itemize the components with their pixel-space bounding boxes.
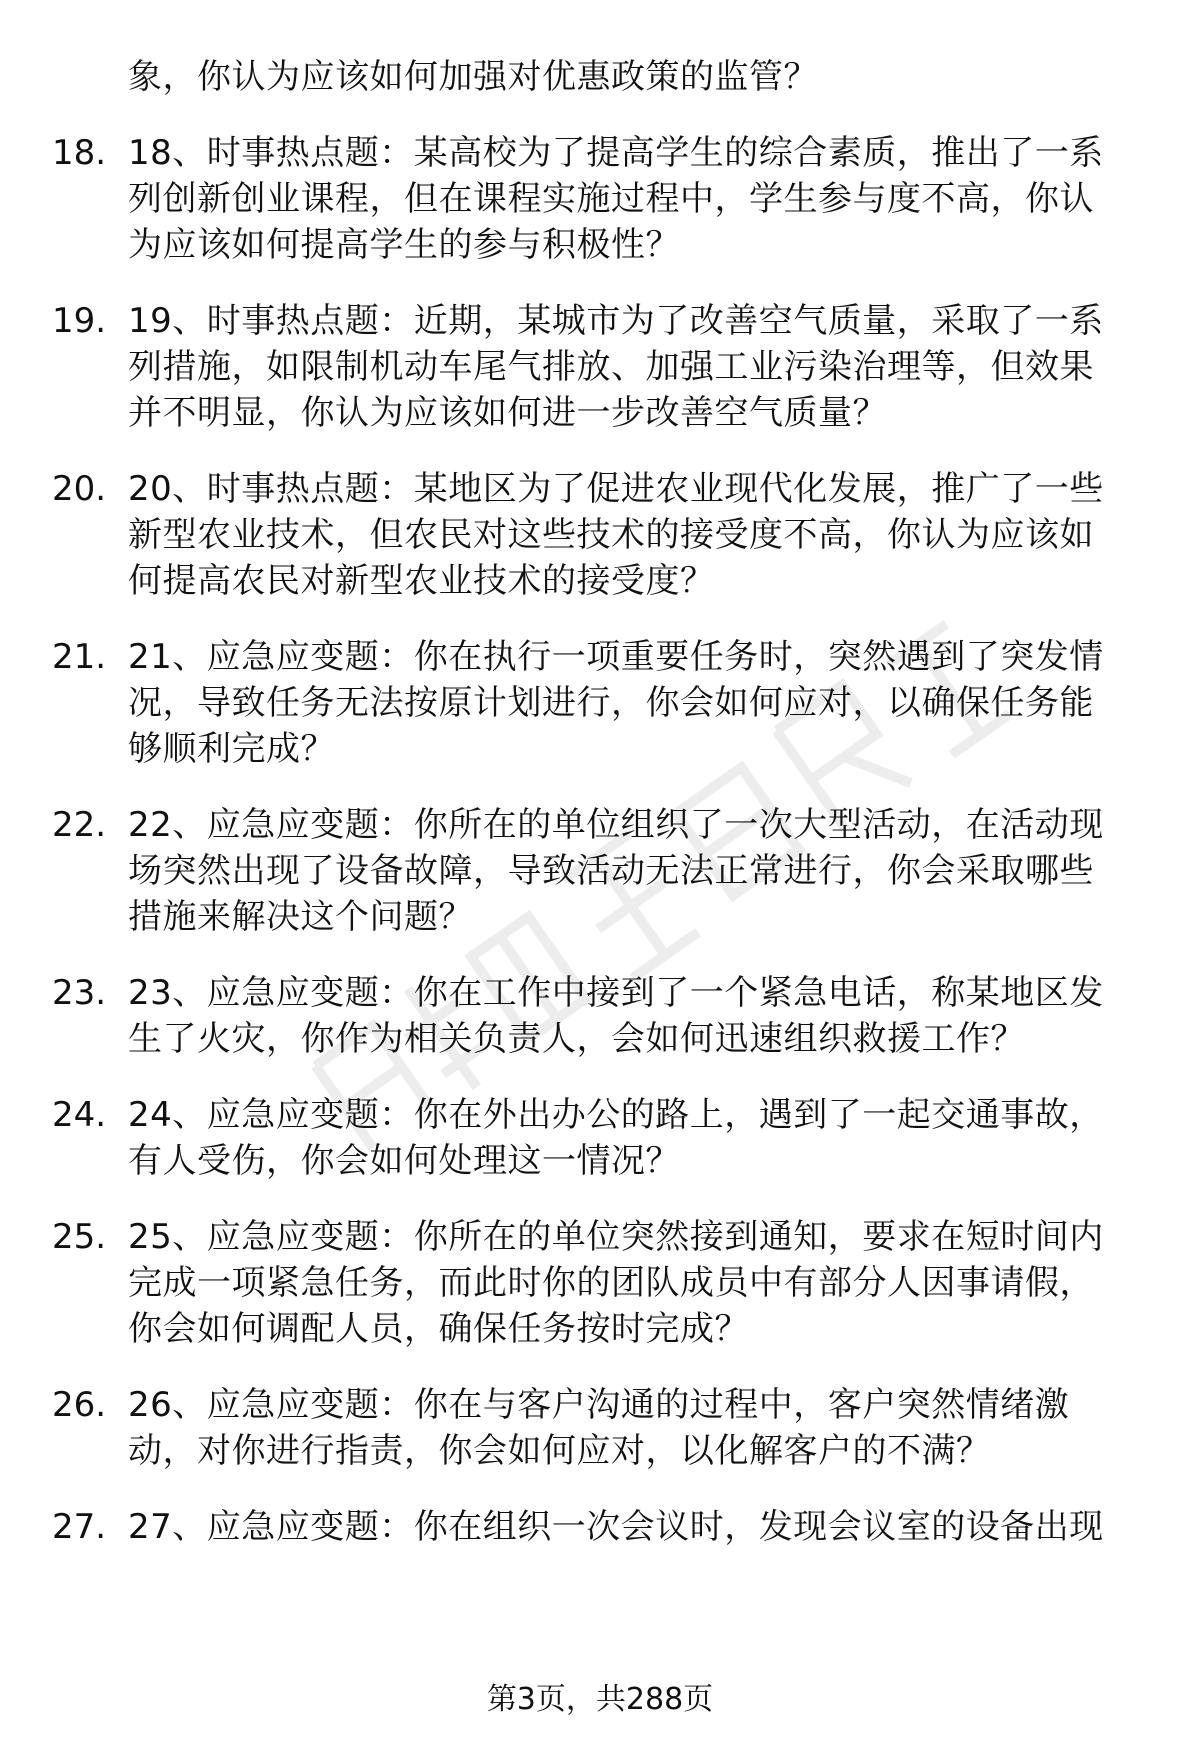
- list-item-text-line: 有人受伤，你会如何处理这一情况？: [128, 1141, 680, 1181]
- list-item-text-line: 何提高农民对新型农业技术的接受度？: [128, 561, 715, 601]
- list-item-number: 26.: [52, 1385, 107, 1425]
- list-item-text-line: 27、应急应变题：你在组织一次会议时，发现会议室的设备出现: [128, 1507, 1104, 1547]
- list-item-text-line: 为应该如何提高学生的参与积极性？: [128, 225, 680, 265]
- list-item-text-line: 动，对你进行指责，你会如何应对，以化解客户的不满？: [128, 1431, 991, 1471]
- list-item-text-line: 列创新创业课程，但在课程实施过程中，学生参与度不高，你认: [128, 179, 1094, 219]
- list-item-text-line: 19、时事热点题：近期，某城市为了改善空气质量，采取了一系: [128, 301, 1104, 341]
- list-item-text-line: 并不明显，你认为应该如何进一步改善空气质量？: [128, 393, 887, 433]
- list-item-text-line: 22、应急应变题：你所在的单位组织了一次大型活动，在活动现: [128, 805, 1104, 845]
- page-footer: 第3页，共288页: [486, 1682, 714, 1717]
- list-item-number: 18.: [52, 133, 107, 173]
- list-item-number: 20.: [52, 469, 107, 509]
- list-item-text-line: 26、应急应变题：你在与客户沟通的过程中，客户突然情绪激: [128, 1385, 1070, 1425]
- list-item-number: 24.: [52, 1095, 107, 1135]
- list-item-text-line: 25、应急应变题：你所在的单位突然接到通知，要求在短时间内: [128, 1217, 1104, 1257]
- list-item-text-line: 完成一项紧急任务，而此时你的团队成员中有部分人因事请假，: [128, 1263, 1094, 1303]
- list-item-text-line: 23、应急应变题：你在工作中接到了一个紧急电话，称某地区发: [128, 973, 1104, 1013]
- list-item-text-line: 列措施，如限制机动车尾气排放、加强工业污染治理等，但效果: [128, 347, 1094, 387]
- list-item-text-line: 20、时事热点题：某地区为了促进农业现代化发展，推广了一些: [128, 469, 1104, 509]
- list-item-number: 22.: [52, 805, 107, 845]
- list-item-number: 25.: [52, 1217, 107, 1257]
- list-item-text-line: 你会如何调配人员，确保任务按时完成？: [128, 1309, 749, 1349]
- list-item-text-line: 况，导致任务无法按原计划进行，你会如何应对，以确保任务能: [128, 683, 1094, 723]
- list-item-text-line: 够顺利完成？: [128, 729, 335, 769]
- list-item-text-line: 场突然出现了设备故障，导致活动无法正常进行，你会采取哪些: [128, 851, 1094, 891]
- list-item-text-line: 24、应急应变题：你在外出办公的路上，遇到了一起交通事故，: [128, 1095, 1104, 1135]
- list-item-text-line: 18、时事热点题：某高校为了提高学生的综合素质，推出了一系: [128, 133, 1104, 173]
- list-item-text-line: 21、应急应变题：你在执行一项重要任务时，突然遇到了突发情: [128, 637, 1104, 677]
- list-item-text-line: 新型农业技术，但农民对这些技术的接受度不高，你认为应该如: [128, 515, 1094, 555]
- list-item-number: 27.: [52, 1507, 107, 1547]
- list-item-number: 23.: [52, 973, 107, 1013]
- list-item-text-line: 生了火灾，你作为相关负责人，会如何迅速组织救援工作？: [128, 1019, 1025, 1059]
- list-item-number: 19.: [52, 301, 107, 341]
- list-item-text-line: 象，你认为应该如何加强对优惠政策的监管？: [128, 57, 818, 97]
- list-item-text-line: 措施来解决这个问题？: [128, 897, 473, 937]
- list-item-number: 21.: [52, 637, 107, 677]
